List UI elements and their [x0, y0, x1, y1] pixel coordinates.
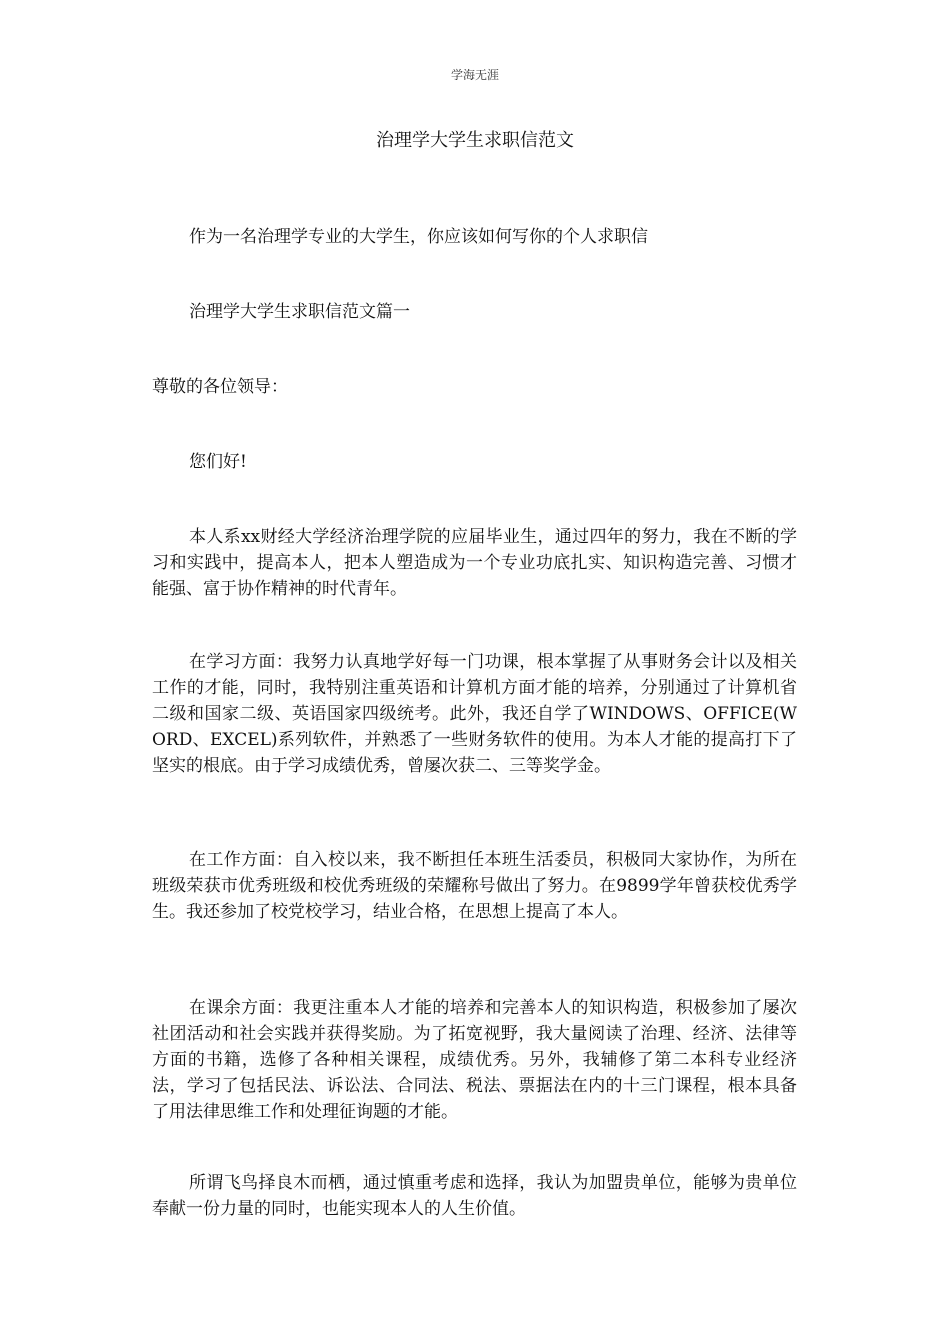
- body-paragraph-work: 在工作方面：自入校以来，我不断担任本班生活委员，积极同大家协作，为所在班级荣获市优秀班级和校优秀班级的荣耀称号做出了努力。在9899学年曾获校优秀学生。我还参加了校党校学习，结业合格，在思想上提高了本人。: [152, 850, 797, 922]
- greeting: 您们好!: [189, 452, 247, 472]
- body-paragraph-intro: 本人系xx财经大学经济治理学院的应届毕业生，通过四年的努力，我在不断的学习和实践中，提高本人，把本人塑造成为一个专业功底扎实、知识构造完善、习惯才能强、富于协作精神的时代青年。: [152, 527, 797, 599]
- salutation: 尊敬的各位领导：: [152, 377, 288, 397]
- body-paragraph-extracurricular: 在课余方面：我更注重本人才能的培养和完善本人的知识构造，积极参加了屡次社团活动和社会实践并获得奖励。为了拓宽视野，我大量阅读了治理、经济、法律等方面的书籍，选修了各种相关课程，成绩优秀。另外，我辅修了第二本科专业经济法，学习了包括民法、诉讼法、合同法、税法、票据法在内的十三门课程，根本具备了用法律思维工作和处理征询题的才能。: [152, 998, 797, 1122]
- document-title: 治理学大学生求职信范文: [376, 130, 574, 151]
- intro-paragraph: 作为一名治理学专业的大学生，你应该如何写你的个人求职信: [189, 227, 648, 247]
- section-heading: 治理学大学生求职信范文篇一: [189, 302, 410, 322]
- page-header: 学海无涯: [450, 68, 499, 82]
- body-paragraph-study: 在学习方面：我努力认真地学好每一门功课，根本掌握了从事财务会计以及相关工作的才能，同时，我特别注重英语和计算机方面才能的培养，分别通过了计算机省二级和国家二级、英语国家四级统考。此外，我还自学了WINDOWS、OFFICE(WORD、EXCEL)系列软件，并熟悉了一些财务软件的使用。为本人才能的提高打下了坚实的根底。由于学习成绩优秀，曾屡次获二、三等奖学金。: [152, 652, 797, 776]
- body-paragraph-closing: 所谓飞鸟择良木而栖，通过慎重考虑和选择，我认为加盟贵单位，能够为贵单位奉献一份力量的同时，也能实现本人的人生价值。: [152, 1173, 797, 1219]
